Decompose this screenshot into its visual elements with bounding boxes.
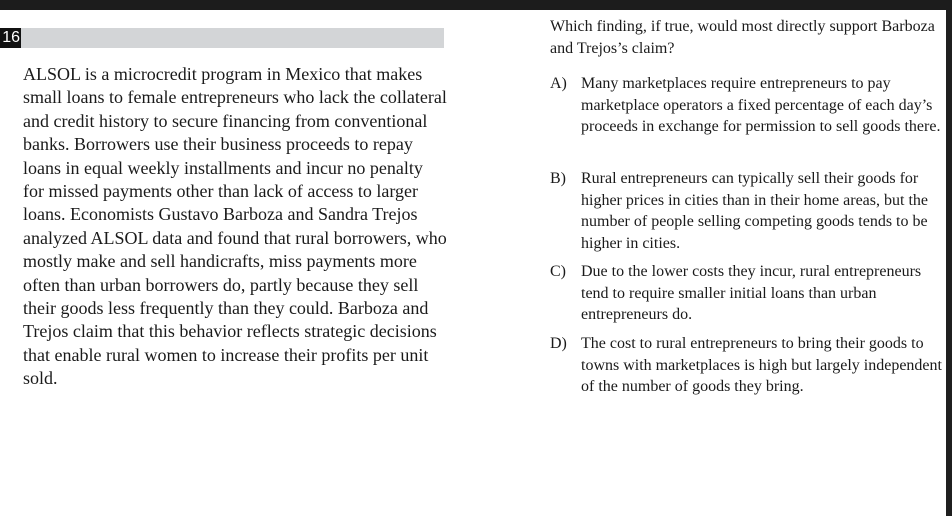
question-number-badge: 16 — [0, 28, 21, 48]
top-border-bar — [0, 0, 952, 10]
choice-text: Many marketplaces require entrepreneurs to pay marketplace operators a fixed percentage of each day’s proceeds in exchange for permission to sell goods there. — [581, 75, 941, 136]
answer-choice-b[interactable] — [550, 168, 945, 254]
choice-letter: D) — [550, 335, 567, 352]
choice-text: Due to the lower costs they incur, rural entrepreneurs tend to require smaller initial loans than urban entrepreneurs do. — [581, 263, 922, 324]
choice-text: Rural entrepreneurs can typically sell their goods for higher prices in cities than in their home areas, but the number of people selling competing goods tends to be higher in cities. — [581, 170, 928, 252]
passage-text: ALSOL is a microcredit program in Mexico that makes small loans to female entrepreneurs who lack the collateral and credit history to secure financing from conventional banks. Borrowers use their business proceeds to repay loans in equal weekly installments and incur no penalty for missed payments other than lack of access to larger loans. Economists Gustavo Barboza and Sandra Trejos analyzed ALSOL data and found that rural borrowers, who mostly make and sell handicrafts, miss payments more often than urban borrowers do, partly because they sell their goods less frequently than they could. Barboza and Trejos claim that this behavior reflects strategic decisions that enable rural women to increase their profits per unit sold. — [23, 64, 447, 389]
choice-letter: C) — [550, 263, 566, 280]
question-stem: Which finding, if true, would most directly support Barboza and Trejos’s claim? — [550, 18, 935, 57]
right-edge-border — [946, 10, 952, 516]
answer-choice-c[interactable] — [550, 261, 945, 326]
choice-letter: A) — [550, 75, 567, 92]
choice-text: The cost to rural entrepreneurs to bring their goods to towns with marketplaces is high but largely independent of the number of goods they bring. — [581, 335, 942, 396]
answer-choice-d[interactable] — [550, 333, 945, 398]
answer-choice-a[interactable] — [550, 73, 945, 138]
choice-letter: B) — [550, 170, 566, 187]
question-header-bar — [21, 28, 444, 48]
